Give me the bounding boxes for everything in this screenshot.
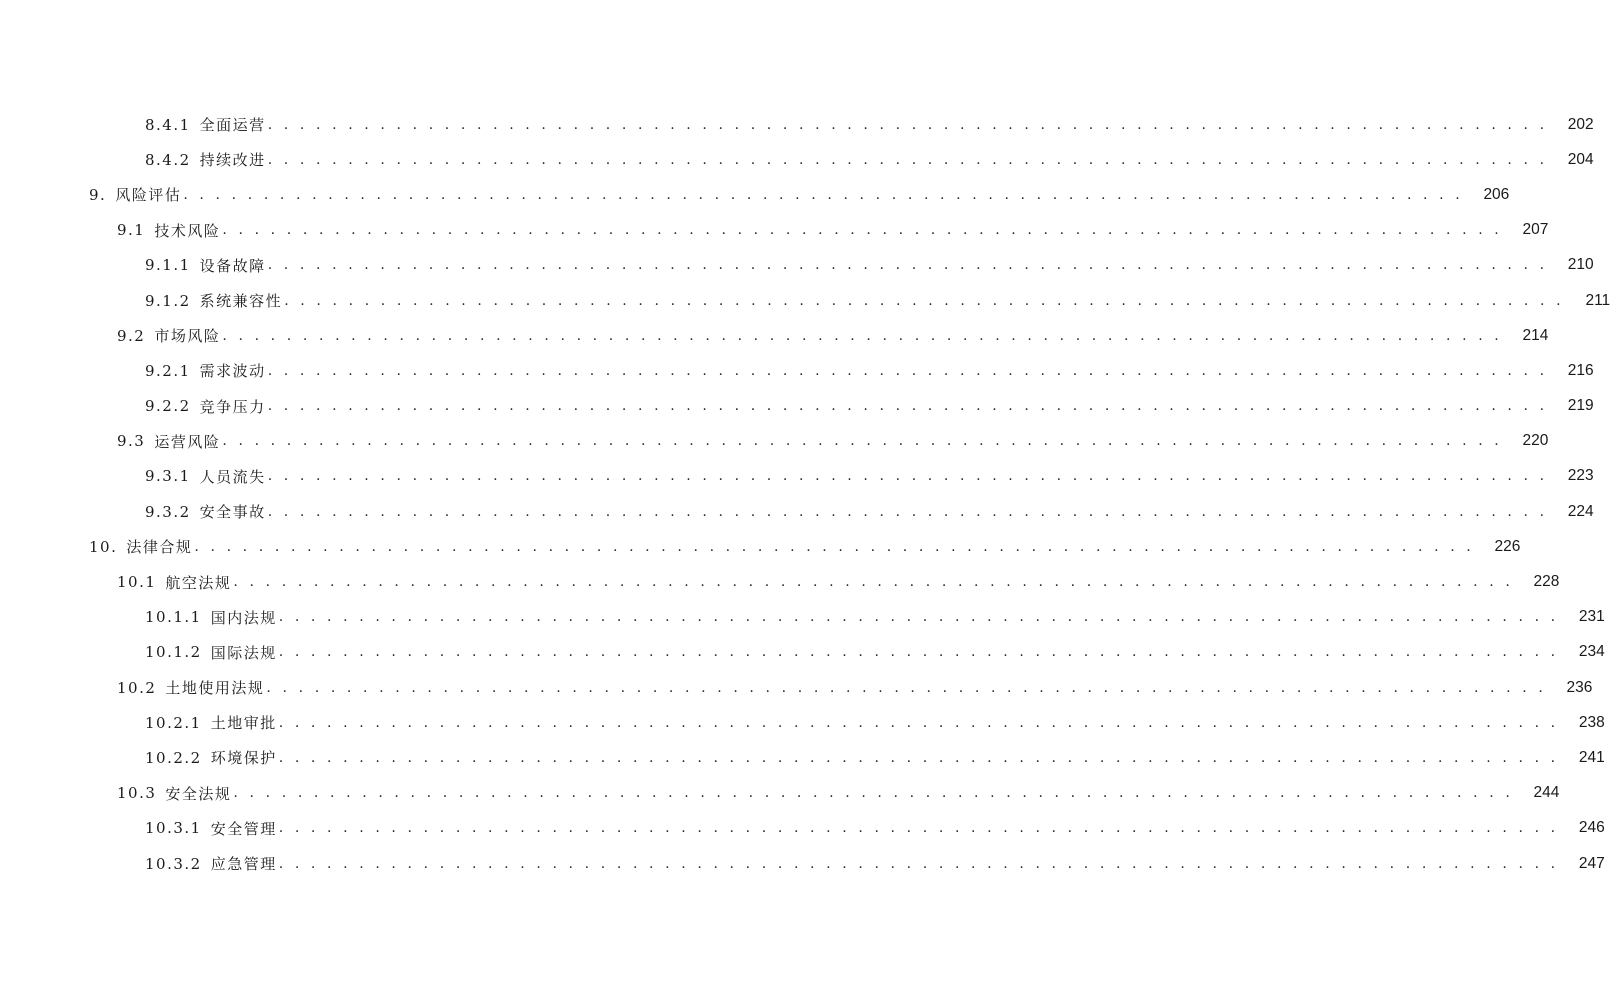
toc-entry-number: 9.2	[117, 326, 146, 345]
toc-entry-number: 10.	[89, 537, 118, 556]
toc-entry-number: 10.3.1	[145, 819, 202, 838]
toc-entry-page-number: 226	[1494, 537, 1521, 555]
dot-leader: . . . . . . . . . . . . . . . . . . . . . . . . . . . . . . . . . . . . . . . . . . . . . . . . . . . . . . . . . . . . . . . . . . . . . . . . . . . . . . . .	[233, 785, 1514, 802]
dot-leader: . . . . . . . . . . . . . . . . . . . . . . . . . . . . . . . . . . . . . . . . . . . . . . . . . . . . . . . . . . . . . . . . . . . . . . . . . . . . . . . .	[267, 468, 1548, 485]
toc-entry-title: 应急管理	[210, 855, 277, 874]
toc-entry-page-number: 219	[1567, 397, 1594, 415]
toc-entry-title: 竞争压力	[199, 397, 266, 416]
toc-entry-title: 安全管理	[210, 819, 277, 838]
toc-entry-page-number: 231	[1578, 608, 1605, 626]
toc-entry-page-number: 214	[1522, 326, 1549, 344]
toc-entry[interactable]	[0, 846, 1605, 881]
toc-entry[interactable]	[0, 248, 1594, 283]
toc-entry[interactable]	[0, 142, 1594, 177]
dot-leader: . . . . . . . . . . . . . . . . . . . . . . . . . . . . . . . . . . . . . . . . . . . . . . . . . . . . . . . . . . . . . . . . . . . . . . . . . . . . . . . .	[222, 327, 1503, 344]
dot-leader: . . . . . . . . . . . . . . . . . . . . . . . . . . . . . . . . . . . . . . . . . . . . . . . . . . . . . . . . . . . . . . . . . . . . . . . . . . . . . . . .	[267, 398, 1548, 415]
toc-entry-title: 技术风险	[154, 221, 221, 240]
table-of-contents	[0, 107, 1610, 881]
toc-entry-page-number: 204	[1567, 150, 1594, 168]
toc-entry-number: 10.1.2	[145, 643, 202, 662]
toc-entry-page-number: 246	[1578, 819, 1605, 837]
toc-entry[interactable]	[0, 424, 1549, 459]
dot-leader: . . . . . . . . . . . . . . . . . . . . . . . . . . . . . . . . . . . . . . . . . . . . . . . . . . . . . . . . . . . . . . . . . . . . . . . . . . . . . . . .	[267, 257, 1548, 274]
dot-leader: . . . . . . . . . . . . . . . . . . . . . . . . . . . . . . . . . . . . . . . . . . . . . . . . . . . . . . . . . . . . . . . . . . . . . . . . . . . . . . . .	[266, 679, 1547, 696]
toc-entry-number: 9.2.2	[145, 397, 191, 416]
toc-entry-number: 10.2.1	[145, 713, 202, 732]
toc-entry-page-number: 244	[1533, 784, 1560, 802]
toc-entry-title: 运营风险	[154, 432, 221, 451]
toc-entry-number: 10.1.1	[145, 608, 202, 627]
toc-entry[interactable]	[0, 564, 1560, 599]
toc-entry-page-number: 216	[1567, 361, 1594, 379]
dot-leader: . . . . . . . . . . . . . . . . . . . . . . . . . . . . . . . . . . . . . . . . . . . . . . . . . . . . . . . . . . . . . . . . . . . . . . . . . . . . . . . .	[278, 714, 1559, 731]
toc-entry-title: 土地审批	[210, 714, 277, 733]
toc-entry-title: 安全法规	[165, 784, 232, 803]
dot-leader: . . . . . . . . . . . . . . . . . . . . . . . . . . . . . . . . . . . . . . . . . . . . . . . . . . . . . . . . . . . . . . . . . . . . . . . . . . . . . . . .	[278, 820, 1559, 837]
dot-leader: . . . . . . . . . . . . . . . . . . . . . . . . . . . . . . . . . . . . . . . . . . . . . . . . . . . . . . . . . . . . . . . . . . . . . . . . . . . . . . . .	[267, 116, 1548, 133]
toc-entry[interactable]	[0, 705, 1605, 740]
toc-entry[interactable]	[0, 776, 1560, 811]
toc-entry-page-number: 224	[1567, 502, 1594, 520]
toc-entry[interactable]	[0, 635, 1605, 670]
toc-entry[interactable]	[0, 177, 1510, 212]
dot-leader: . . . . . . . . . . . . . . . . . . . . . . . . . . . . . . . . . . . . . . . . . . . . . . . . . . . . . . . . . . . . . . . . . . . . . . . . . . . . . . . .	[278, 609, 1559, 626]
toc-entry-title: 国际法规	[210, 643, 277, 662]
toc-entry-number: 9.1.2	[145, 291, 191, 310]
dot-leader: . . . . . . . . . . . . . . . . . . . . . . . . . . . . . . . . . . . . . . . . . . . . . . . . . . . . . . . . . . . . . . . . . . . . . . . . . . . . . . . .	[233, 574, 1514, 591]
toc-entry-title: 全面运营	[199, 116, 266, 135]
toc-entry-title: 设备故障	[199, 256, 266, 275]
toc-entry-page-number: 223	[1567, 467, 1594, 485]
toc-entry[interactable]	[0, 529, 1521, 564]
toc-entry-page-number: 210	[1567, 256, 1594, 274]
toc-entry-number: 9.1.1	[145, 256, 191, 275]
toc-entry-number: 10.1	[117, 573, 157, 592]
toc-entry-number: 8.4.1	[145, 115, 191, 134]
toc-entry-page-number: 238	[1578, 713, 1605, 731]
toc-entry-number: 9.3.2	[145, 502, 191, 521]
toc-entry-page-number: 220	[1522, 432, 1549, 450]
toc-entry[interactable]	[0, 107, 1594, 142]
toc-entry[interactable]	[0, 811, 1605, 846]
toc-entry-page-number: 202	[1567, 115, 1594, 133]
toc-entry-title: 环境保护	[210, 749, 277, 768]
toc-entry-page-number: 247	[1578, 854, 1605, 872]
toc-entry-page-number: 228	[1533, 573, 1560, 591]
toc-entry-number: 10.2.2	[145, 748, 202, 767]
dot-leader: . . . . . . . . . . . . . . . . . . . . . . . . . . . . . . . . . . . . . . . . . . . . . . . . . . . . . . . . . . . . . . . . . . . . . . . . . . . . . . . .	[267, 362, 1548, 379]
toc-entry[interactable]	[0, 740, 1605, 775]
toc-entry-title: 安全事故	[199, 503, 266, 522]
toc-entry-title: 航空法规	[165, 573, 232, 592]
dot-leader: . . . . . . . . . . . . . . . . . . . . . . . . . . . . . . . . . . . . . . . . . . . . . . . . . . . . . . . . . . . . . . . . . . . . . . . . . . . . . . . .	[267, 503, 1548, 520]
toc-entry[interactable]	[0, 318, 1549, 353]
dot-leader: . . . . . . . . . . . . . . . . . . . . . . . . . . . . . . . . . . . . . . . . . . . . . . . . . . . . . . . . . . . . . . . . . . . . . . . . . . . . . . . .	[222, 222, 1503, 239]
toc-entry-title: 需求波动	[199, 362, 266, 381]
toc-entry-number: 8.4.2	[145, 150, 191, 169]
dot-leader: . . . . . . . . . . . . . . . . . . . . . . . . . . . . . . . . . . . . . . . . . . . . . . . . . . . . . . . . . . . . . . . . . . . . . . . . . . . . . . . .	[278, 644, 1559, 661]
dot-leader: . . . . . . . . . . . . . . . . . . . . . . . . . . . . . . . . . . . . . . . . . . . . . . . . . . . . . . . . . . . . . . . . . . . . . . . . . . . . . . . .	[278, 855, 1559, 872]
toc-entry-page-number: 207	[1522, 221, 1549, 239]
toc-entry-number: 9.1	[117, 221, 146, 240]
dot-leader: . . . . . . . . . . . . . . . . . . . . . . . . . . . . . . . . . . . . . . . . . . . . . . . . . . . . . . . . . . . . . . . . . . . . . . . . . . . . . . . .	[222, 433, 1503, 450]
toc-entry-number: 9.2.1	[145, 361, 191, 380]
toc-entry-page-number: 241	[1578, 748, 1605, 766]
toc-entry-number: 10.3.2	[145, 854, 202, 873]
toc-entry-title: 土地使用法规	[165, 679, 265, 698]
toc-entry[interactable]	[0, 283, 1610, 318]
toc-entry[interactable]	[0, 353, 1594, 388]
toc-entry[interactable]	[0, 389, 1594, 424]
toc-entry[interactable]	[0, 213, 1549, 248]
toc-entry-title: 国内法规	[210, 608, 277, 627]
toc-entry-title: 人员流失	[199, 467, 266, 486]
toc-entry-number: 10.2	[117, 678, 157, 697]
toc-entry-page-number: 211	[1585, 291, 1610, 309]
toc-entry-number: 9.	[89, 185, 107, 204]
toc-entry-page-number: 234	[1578, 643, 1605, 661]
toc-entry[interactable]	[0, 670, 1593, 705]
toc-entry-title: 风险评估	[115, 186, 182, 205]
toc-entry-page-number: 206	[1483, 185, 1510, 203]
dot-leader: . . . . . . . . . . . . . . . . . . . . . . . . . . . . . . . . . . . . . . . . . . . . . . . . . . . . . . . . . . . . . . . . . . . . . . . . . . . . . . . .	[284, 292, 1565, 309]
toc-entry-title: 持续改进	[199, 151, 266, 170]
toc-entry-title: 市场风险	[154, 327, 221, 346]
toc-entry-number: 9.3	[117, 432, 146, 451]
toc-entry-page-number: 236	[1566, 678, 1593, 696]
toc-entry[interactable]	[0, 459, 1594, 494]
toc-entry-title: 法律合规	[126, 538, 193, 557]
toc-entry-number: 10.3	[117, 784, 157, 803]
dot-leader: . . . . . . . . . . . . . . . . . . . . . . . . . . . . . . . . . . . . . . . . . . . . . . . . . . . . . . . . . . . . . . . . . . . . . . . . . . . . . . . .	[183, 186, 1464, 203]
toc-entry[interactable]	[0, 600, 1605, 635]
toc-entry-title: 系统兼容性	[199, 292, 283, 311]
dot-leader: . . . . . . . . . . . . . . . . . . . . . . . . . . . . . . . . . . . . . . . . . . . . . . . . . . . . . . . . . . . . . . . . . . . . . . . . . . . . . . . .	[278, 749, 1559, 766]
dot-leader: . . . . . . . . . . . . . . . . . . . . . . . . . . . . . . . . . . . . . . . . . . . . . . . . . . . . . . . . . . . . . . . . . . . . . . . . . . . . . . . .	[194, 538, 1475, 555]
toc-entry-number: 9.3.1	[145, 467, 191, 486]
dot-leader: . . . . . . . . . . . . . . . . . . . . . . . . . . . . . . . . . . . . . . . . . . . . . . . . . . . . . . . . . . . . . . . . . . . . . . . . . . . . . . . .	[267, 151, 1548, 168]
toc-entry[interactable]	[0, 494, 1594, 529]
